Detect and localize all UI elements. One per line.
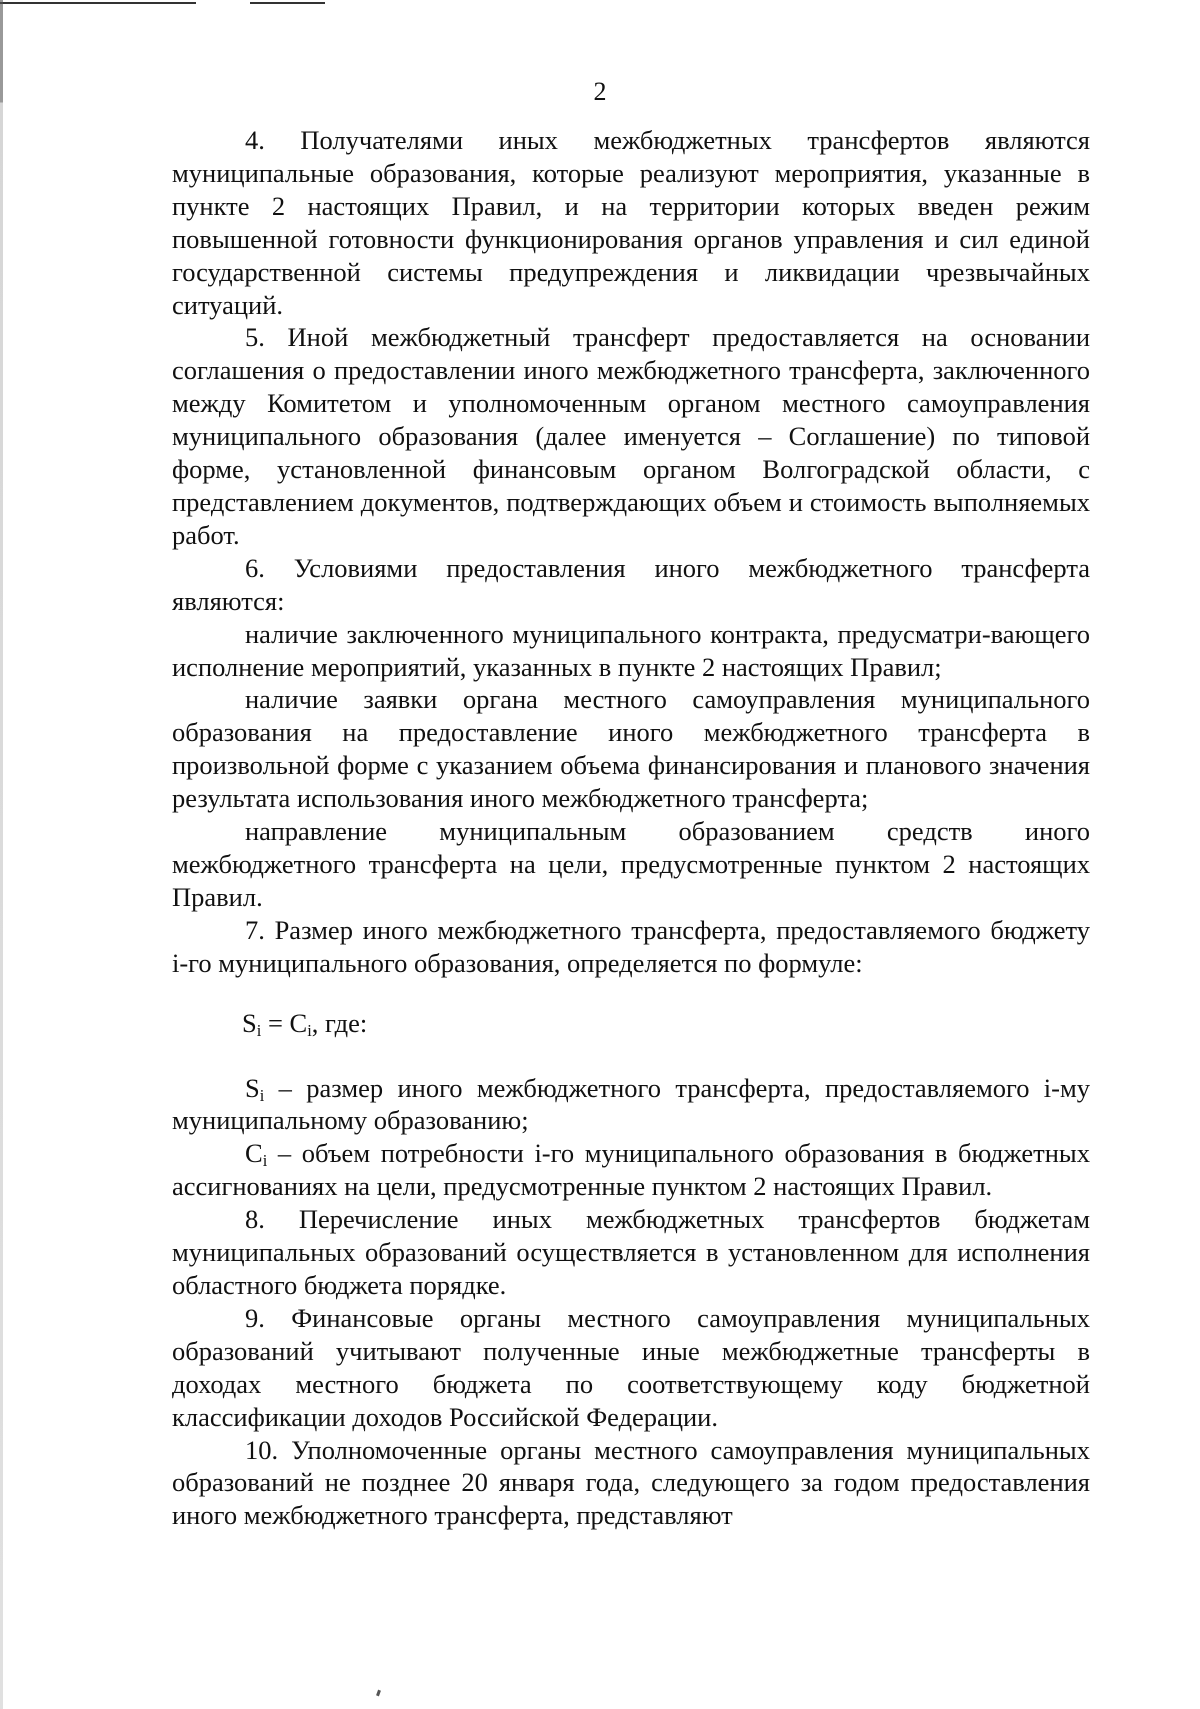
paragraph-6-condition-1: наличие заключенного муниципального контракта, предусматри-вающего исполнение мероприятий, указанных в пункте 2 настоящих Правил; bbox=[172, 618, 1090, 682]
scan-artifact-mark bbox=[376, 1690, 381, 1697]
formula-subscript: i bbox=[256, 1020, 262, 1040]
scan-artifact-line bbox=[250, 2, 325, 4]
formula bbox=[172, 980, 1090, 1072]
document-body bbox=[172, 124, 1090, 1532]
scan-artifact-edge bbox=[0, 0, 3, 1709]
definition-symbol: S bbox=[245, 1072, 260, 1103]
paragraph-6: 6. Условиями предоставления иного межбюджетного трансферта являются: bbox=[172, 552, 1090, 616]
scan-artifact-line bbox=[0, 2, 196, 4]
page-number: 2 bbox=[593, 77, 607, 106]
paragraph-6-condition-2: наличие заявки органа местного самоуправления муниципального образования на предоставление иного межбюджетного трансферта в произвольной форме с указанием объема финансирования и планового значения результата использования иного межбюджетного трансферта; bbox=[172, 684, 1090, 814]
definition-s bbox=[172, 1072, 1090, 1138]
paragraph-7: 7. Размер иного межбюджетного трансферта, предоставляемого бюджету i-го муниципального образования, определяется по формуле: bbox=[172, 914, 1090, 978]
definition-text: – объем потребности i-го муниципального образования в бюджетных ассигнованиях на цели, предусмотренные пунктом 2 настоящих Правил. bbox=[172, 1138, 1090, 1202]
paragraph-5: 5. Иной межбюджетный трансферт предоставляется на основании соглашения о предоставлении иного межбюджетного трансферта, заключенного между Комитетом и уполномоченным органом местного самоуправления муниципального образования (далее именуется – Соглашение) по типовой форме, установленной финансовым органом Волгоградской области, с представлением документов, подтверждающих объем и стоимость выполняемых работ. bbox=[172, 322, 1090, 550]
paragraph-6-condition-3: направление муниципальным образованием средств иного межбюджетного трансферта на цели, предусмотренные пунктом 2 настоящих Правил. bbox=[172, 816, 1090, 912]
formula-equals: = bbox=[261, 1007, 290, 1038]
definition-symbol: C bbox=[245, 1138, 263, 1169]
paragraph-4: 4. Получателями иных межбюджетных трансфертов являются муниципальные образования, которые реализуют мероприятия, указанные в пункте 2 настоящих Правил, и на территории которых введен режим повышенной готовности функционирования органов управления и сил единой государственной системы предупреждения и ликвидации чрезвычайных ситуаций. bbox=[172, 125, 1090, 320]
formula-subscript: i bbox=[307, 1020, 312, 1040]
formula-symbol-s: S bbox=[242, 1007, 257, 1038]
definition-text: – размер иного межбюджетного трансферта, предоставляемого i-му муниципальному образованию; bbox=[172, 1072, 1090, 1136]
formula-symbol-c: C bbox=[289, 1007, 308, 1038]
definition-subscript: i bbox=[262, 1151, 268, 1171]
definition-subscript: i bbox=[259, 1085, 265, 1105]
paragraph-9: 9. Финансовые органы местного самоуправления муниципальных образований учитывают полученные иные межбюджетные трансферты в доходах местного бюджета по соответствующему коду бюджетной классификации доходов Российской Федерации. bbox=[172, 1302, 1090, 1432]
formula-tail: , где: bbox=[311, 1007, 368, 1038]
paragraph-10: 10. Уполномоченные органы местного самоуправления муниципальных образований не позднее 20 января года, следующего за годом предоставления иного межбюджетного трансферта, представляют bbox=[172, 1434, 1090, 1531]
paragraph-8: 8. Перечисление иных межбюджетных трансфертов бюджетам муниципальных образований осуществляется в установленном для исполнения областного бюджета порядке. bbox=[172, 1204, 1090, 1300]
definition-c bbox=[172, 1137, 1090, 1203]
